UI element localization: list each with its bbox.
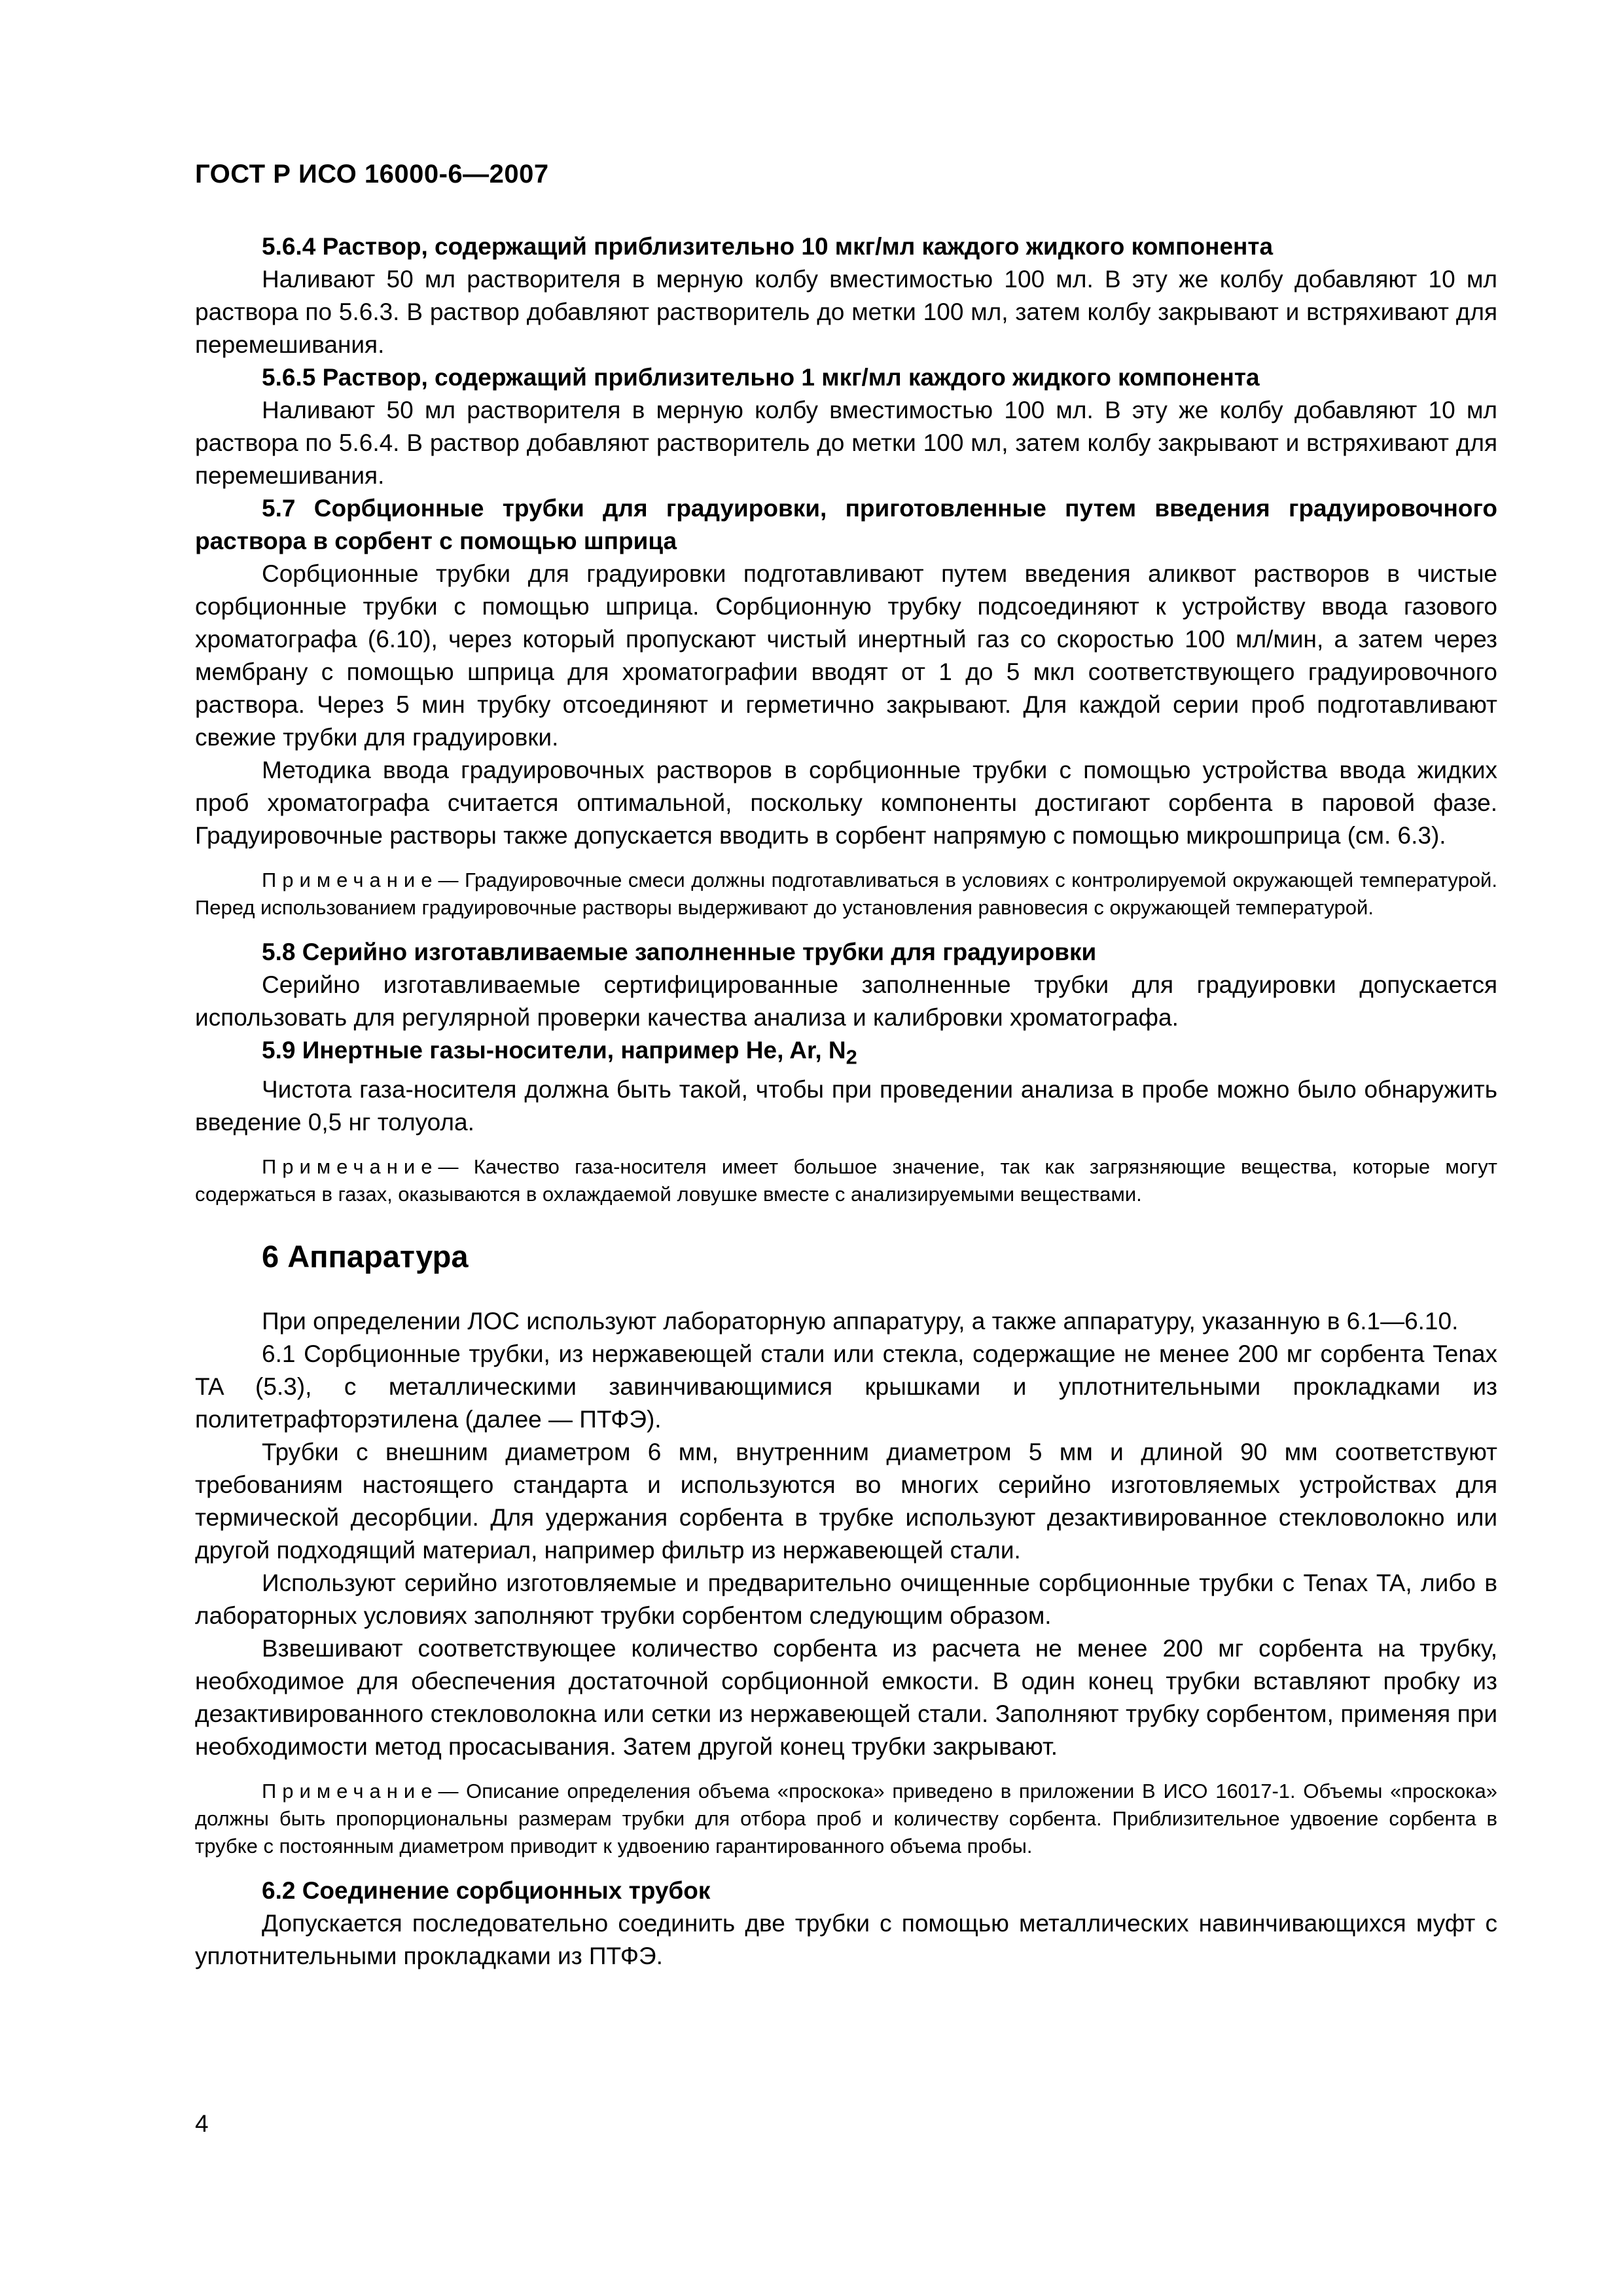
paragraph-6-1-4: Взвешивают соответствующее количество сорбента из расчета не менее 200 мг сорбента на трубку, необходимое для обеспечения достаточной сорбционной емкости. В один конец трубки вставляют пробку из дезактивированного стекловолокна или сетки из нержавеющей стали. Заполняют трубку сорбентом, применяя при необходимости метод просасывания. Затем другой конец трубки закрывают. [195, 1635, 1497, 1761]
paragraph-6-2: Допускается последовательно соединить две трубки с помощью металлических навинчивающихся муфт с уплотнительными прокладками из ПТФЭ. [195, 1910, 1497, 1970]
page-number: 4 [195, 2110, 209, 2137]
note-5-9 [195, 1153, 1497, 1208]
note-6-1 [195, 1778, 1497, 1860]
heading-5-7: 5.7 Сорбционные трубки для градуировки, приготовленные путем введения градуировочного раствора в сорбент с помощью шприца [195, 495, 1497, 554]
note-text: — Описание определения объема «проскока» приведено в приложении В ИСО 16017-1. Объемы «проскока» должны быть пропорциональны размерам трубки для отбора проб и количеству сорбента. Приблизительное удвоение сорбента в трубке с постоянным диаметром приводит к удвоению гарантированного объема пробы. [195, 1780, 1497, 1858]
heading-6: 6 Аппаратура [262, 1239, 469, 1274]
heading-5-8: 5.8 Серийно изготавливаемые заполненные трубки для градуировки [262, 939, 1097, 965]
paragraph-5-8: Серийно изготавливаемые сертифицированные заполненные трубки для градуировки допускается использовать для регулярной проверки качества анализа и калибровки хроматографа. [195, 971, 1497, 1031]
paragraph-6-1-2: Трубки с внешним диаметром 6 мм, внутренним диаметром 5 мм и длиной 90 мм соответствуют требованиям настоящего стандарта и используются во многих серийно изготовляемых устройствах для термической десорбции. Для удержания сорбента в трубке используют дезактивированное стекловолокно или другой подходящий материал, например фильтр из нержавеющей стали. [195, 1439, 1497, 1564]
paragraph-6-1: 6.1 Сорбционные трубки, из нержавеющей стали или стекла, содержащие не менее 200 мг сорбента Tenax TA (5.3), с металлическими завинчивающимися крышками и уплотнительными прокладками из политетрафторэтилена (далее — ПТФЭ). [195, 1340, 1497, 1433]
standard-header: ГОСТ Р ИСО 16000-6—2007 [195, 160, 549, 188]
heading-5-6-4: 5.6.4 Раствор, содержащий приблизительно 10 мкг/мл каждого жидкого компонента [262, 233, 1274, 260]
paragraph-6-intro: При определении ЛОС используют лабораторную аппаратуру, а также аппаратуру, указанную в 6.1—6.10. [262, 1308, 1459, 1335]
paragraph-5-9: Чистота газа-носителя должна быть такой, чтобы при проведении анализа в пробе можно было обнаружить введение 0,5 нг толуола. [195, 1076, 1497, 1136]
note-text: — Градуировочные смеси должны подготавливаться в условиях с контролируемой окружающей температурой. Перед использованием градуировочные растворы выдерживают до установления равновесия с окружающей температурой. [195, 869, 1497, 919]
note-label: Примечание [262, 869, 438, 891]
heading-5-6-5: 5.6.5 Раствор, содержащий приблизительно 1 мкг/мл каждого жидкого компонента [262, 364, 1260, 391]
paragraph-5-7-1: Сорбционные трубки для градуировки подготавливают путем введения аликвот растворов в чистые сорбционные трубки с помощью шприца. Сорбционную трубку подсоединяют к устройству ввода газового хроматографа (6.10), через который пропускают чистый инертный газ со скоростью 100 мл/мин, а затем через мембрану с помощью шприца для хроматографии вводят от 1 до 5 мкл соответствующего градуировочного раствора. Через 5 мин трубку отсоединяют и герметично закрывают. Для каждой серии проб подготавливают свежие трубки для градуировки. [195, 560, 1497, 751]
paragraph-5-6-5: Наливают 50 мл растворителя в мерную колбу вместимостью 100 мл. В эту же колбу добавляют 10 мл раствора по 5.6.4. В раствор добавляют растворитель до метки 100 мл, затем колбу закрывают и встряхивают для перемешивания. [195, 397, 1497, 489]
heading-5-9-subscript: 2 [846, 1045, 857, 1069]
note-label: Примечание [262, 1780, 438, 1803]
heading-6-2: 6.2 Соединение сорбционных трубок [262, 1877, 711, 1905]
note-text: — Качество газа-носителя имеет большое значение, так как загрязняющие вещества, которые могут содержаться в газах, оказываются в охлаждаемой ловушке вместе с анализируемыми веществами. [195, 1155, 1497, 1206]
note-label: Примечание [262, 1155, 438, 1179]
document-body [195, 230, 1497, 1973]
paragraph-6-1-3: Используют серийно изготовляемые и предварительно очищенные сорбционные трубки с Tenax TA, либо в лабораторных условиях заполняют трубки сорбентом следующим образом. [195, 1570, 1497, 1630]
heading-5-9-text: 5.9 Инертные газы-носители, например He, Ar, N [262, 1037, 846, 1064]
paragraph-5-6-4: Наливают 50 мл растворителя в мерную колбу вместимостью 100 мл. В эту же колбу добавляют 10 мл раствора по 5.6.3. В раствор добавляют растворитель до метки 100 мл, затем колбу закрывают и встряхивают для перемешивания. [195, 266, 1497, 358]
paragraph-5-7-2: Методика ввода градуировочных растворов в сорбционные трубки с помощью устройства ввода жидких проб хроматографа считается оптимальной, поскольку компоненты достигают сорбента в паровой фазе. Градуировочные растворы также допускается вводить в сорбент напрямую с помощью микрошприца (см. 6.3). [195, 757, 1497, 849]
note-5-7 [195, 867, 1497, 922]
heading-5-9 [195, 1034, 1497, 1073]
